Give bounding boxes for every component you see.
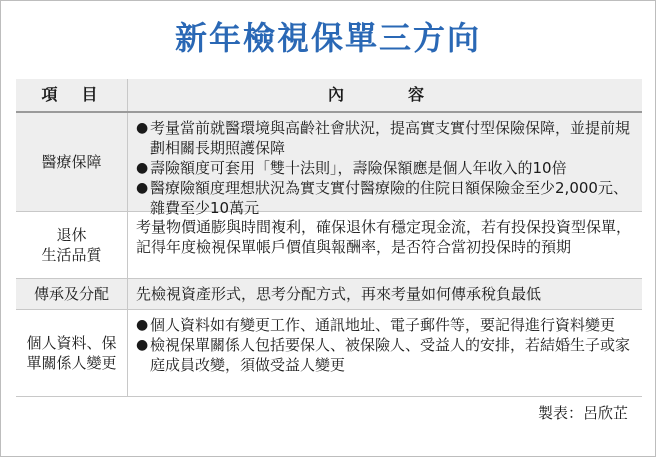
row-content-inheritance: 先檢視資產形式，思考分配方式，再來考量如何傳承稅負最低 <box>136 285 542 303</box>
bullet-dot-icon: ● <box>136 120 149 136</box>
row-label-medical: 醫療保障 <box>16 113 128 211</box>
bullet-item <box>136 335 634 375</box>
info-table <box>16 79 642 427</box>
bullet-item <box>136 158 634 178</box>
table-row-medical <box>16 113 642 217</box>
row-label-personal-data: 個人資料、保單關係人變更 <box>16 310 128 396</box>
credit-text: 製表：呂欣芷 <box>537 403 628 422</box>
row-content-retirement: 考量物價通膨與時間複利，確保退休有穩定現金流，若有投保投資型保單，記得年度檢視保單帳戶價值與報酬率，是否符合當初投保時的預期 <box>136 218 632 256</box>
bullet-text: 考量當前就醫環境與高齡社會狀況，提高實支實付型保險保障，並提前規劃相關長期照護保障 <box>150 119 631 157</box>
row-content-medical <box>128 113 642 217</box>
table-row-retirement <box>16 212 642 279</box>
bullet-dot-icon: ● <box>136 180 149 196</box>
bullet-dot-icon: ● <box>136 337 149 353</box>
table-row-personal-data <box>16 310 642 397</box>
bullet-text: 醫療險額度理想狀況為實支實付醫療險的住院日額保險金至少2,000元、雜費至少10萬元 <box>150 179 628 217</box>
table-row-inheritance <box>16 279 642 310</box>
title-band <box>1 1 655 71</box>
bullet-text: 個人資料如有變更工作、通訊地址、電子郵件等，要記得進行資料變更 <box>150 316 616 334</box>
bullet-dot-icon: ● <box>136 317 149 333</box>
header-content: 內 容 <box>328 85 429 104</box>
bullet-item <box>136 315 634 335</box>
credit-row <box>16 397 642 427</box>
row-label-retirement-text: 退休 生活品質 <box>41 226 102 264</box>
header-item: 項 目 <box>16 79 128 111</box>
row-label-inheritance: 傳承及分配 <box>16 279 128 309</box>
bullet-text: 檢視保單關係人包括要保人、被保險人、受益人的安排，若結婚生子或家庭成員改變，須做受益人變更 <box>150 336 631 374</box>
page-title: 新年檢視保單三方向 <box>174 19 481 57</box>
bullet-dot-icon: ● <box>136 160 149 176</box>
row-label-retirement <box>16 212 128 278</box>
bullet-item <box>136 118 634 158</box>
table-header-row <box>16 79 642 113</box>
row-content-personal-data <box>128 310 642 396</box>
bullet-text: 壽險額度可套用「雙十法則」，壽險保額應是個人年收入的10倍 <box>150 159 567 177</box>
